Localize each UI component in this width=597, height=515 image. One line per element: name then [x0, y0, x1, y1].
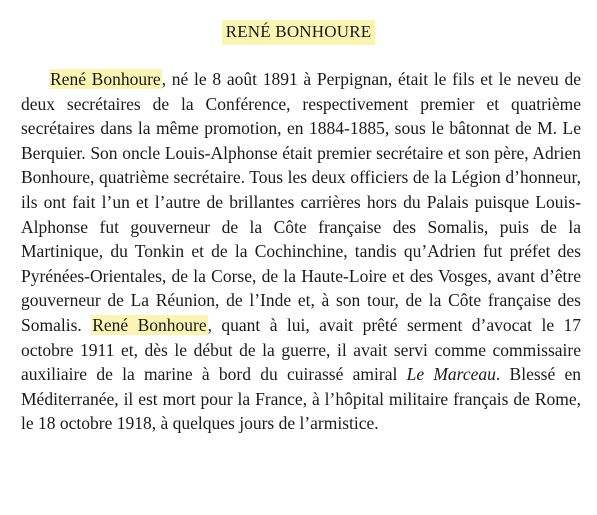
highlighted-name: René Bonhoure [50, 69, 161, 89]
title-container [0, 20, 597, 45]
biography-paragraph [21, 67, 581, 436]
paragraph-text-part-1: , né le 8 août 1891 à Perpignan, était le fils et le neveu de deux secrétaires de la Conférence, respectivement premier et quatrième secrétaires dans la même promotion, en 1884-1885, sous le bâtonnat de M. Le Berquier. Son oncle Louis-Alphonse était premier secrétaire et son père, Adrien Bonhoure, quatrième secrétaire. Tous les deux officiers de la Légion d’honneur, ils ont fait l’un et l’autre de brillantes carrières hors du Palais puisque Louis-Alphonse fut gouverneur de la Côte française des Somalis, puis de la Martinique, du Tonkin et de la Cochinchine, tandis qu’Adrien fut préfet des Pyrénées-Orientales, de la Corse, de la Haute-Loire et des Vosges, avant d’être gouverneur de La Réunion, de l’Inde et, à son tour, de la Côte française des Somalis. [21, 69, 581, 335]
highlighted-name: René Bonhoure [92, 314, 207, 335]
paragraph-text-part-2: , quant à lui, avait prêté serment d’avocat le 17 octobre 1911 et, dès le début de la guerre, il avait servi comme commissaire auxiliaire de la marine à bord du cuirassé amiral [21, 314, 582, 385]
ship-name: Le Marceau [406, 364, 496, 385]
paragraph-text-part-3: . Blessé en Méditerranée, il est mort pour la France, à l’hôpital militaire français de Rome, le 18 octobre 1918, à quelques jours de l’armistice. [21, 364, 581, 434]
document-title: RENÉ BONHOURE [222, 20, 376, 45]
